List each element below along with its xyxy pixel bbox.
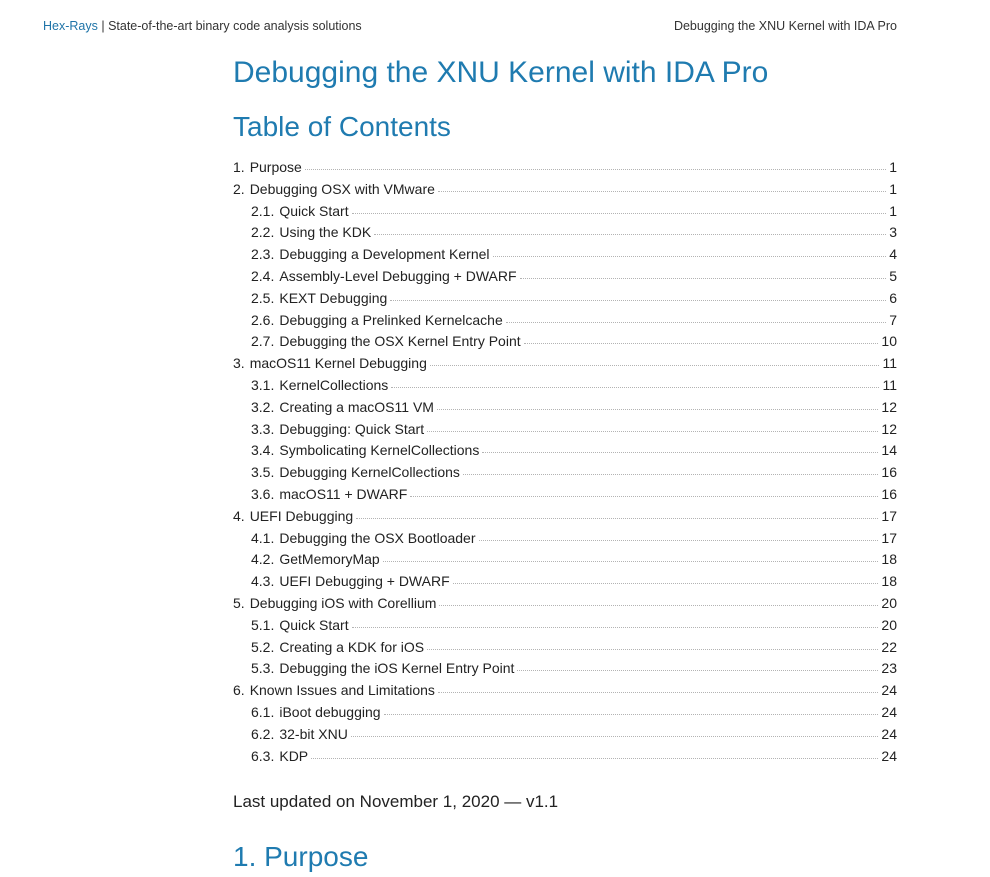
toc-entry-link[interactable]: Assembly-Level Debugging + DWARF — [279, 267, 517, 284]
toc-entry-link[interactable]: Quick Start — [279, 616, 349, 633]
toc-dot-leader — [305, 159, 886, 170]
toc-entry[interactable] — [233, 224, 897, 246]
toc-dot-leader — [351, 726, 879, 737]
toc-entry-number: 1. — [233, 159, 245, 175]
toc-entry-page: 1 — [889, 180, 897, 197]
toc-entry-link[interactable]: 32-bit XNU — [279, 725, 348, 742]
toc-entry[interactable] — [233, 464, 897, 486]
toc-entry[interactable] — [233, 508, 897, 530]
toc-entry[interactable] — [233, 442, 897, 464]
toc-entry-link[interactable]: Using the KDK — [279, 224, 372, 241]
toc-entry-page: 23 — [881, 660, 897, 677]
toc-entry-link[interactable]: UEFI Debugging — [249, 507, 354, 524]
toc-entry[interactable] — [233, 159, 897, 181]
toc-entry[interactable] — [233, 530, 897, 552]
toc-entry[interactable] — [233, 486, 897, 508]
toc-dot-leader — [384, 704, 879, 715]
toc-dot-leader — [479, 530, 879, 541]
toc-entry-page: 24 — [881, 725, 897, 742]
toc-entry[interactable] — [233, 268, 897, 290]
toc-entry-link[interactable]: macOS11 Kernel Debugging — [249, 355, 427, 372]
toc-entry-page: 12 — [881, 420, 897, 437]
toc-dot-leader — [427, 639, 878, 650]
toc-entry-number: 3.1. — [251, 376, 275, 393]
toc-entry-link[interactable]: Known Issues and Limitations — [249, 682, 435, 699]
toc-entry-number: 4.2. — [251, 551, 275, 568]
toc-entry-page: 11 — [882, 355, 897, 372]
toc-entry-link[interactable]: Debugging the iOS Kernel Entry Point — [279, 660, 515, 677]
toc-entry-page: 22 — [881, 638, 897, 655]
toc-entry-link[interactable]: KernelCollections — [279, 376, 389, 393]
toc-dot-leader — [453, 573, 879, 584]
toc-dot-leader — [438, 682, 879, 693]
toc-entry-link[interactable]: macOS11 + DWARF — [279, 485, 408, 502]
toc-entry[interactable] — [233, 595, 897, 617]
toc-entry-link[interactable]: Debugging OSX with VMware — [249, 180, 435, 197]
toc-entry-number: 4.3. — [251, 573, 275, 590]
toc-entry-link[interactable]: Purpose — [249, 159, 302, 175]
toc-entry-page: 16 — [881, 464, 897, 481]
toc-entry-page: 4 — [889, 246, 897, 263]
toc-entry-number: 2.4. — [251, 267, 275, 284]
toc-entry-page: 14 — [881, 442, 897, 459]
table-of-contents — [233, 159, 897, 769]
toc-entry[interactable] — [233, 551, 897, 573]
toc-entry-number: 6. — [233, 682, 245, 699]
toc-dot-leader — [430, 355, 880, 366]
toc-entry-link[interactable]: Symbolicating KernelCollections — [279, 442, 480, 459]
toc-dot-leader — [410, 486, 878, 497]
toc-dot-leader — [383, 551, 879, 562]
toc-entry-link[interactable]: Debugging iOS with Corellium — [249, 594, 437, 611]
section-heading: 1. Purpose — [233, 841, 369, 873]
toc-entry-page: 7 — [889, 311, 897, 328]
toc-entry-number: 2.7. — [251, 333, 275, 350]
toc-entry-number: 2.5. — [251, 289, 275, 306]
toc-dot-leader — [463, 464, 879, 475]
toc-entry-number: 5.1. — [251, 616, 275, 633]
toc-entry-number: 2.6. — [251, 311, 275, 328]
toc-dot-leader — [517, 660, 878, 671]
toc-dot-leader — [374, 224, 886, 235]
toc-entry-page: 1 — [889, 202, 897, 219]
toc-entry-page: 24 — [881, 747, 897, 764]
toc-entry-link[interactable]: iBoot debugging — [279, 703, 381, 720]
document-title: Debugging the XNU Kernel with IDA Pro — [233, 56, 769, 89]
toc-dot-leader — [352, 617, 879, 628]
toc-entry-page: 24 — [881, 682, 897, 699]
toc-entry-number: 2.1. — [251, 202, 275, 219]
toc-entry-number: 3.4. — [251, 442, 275, 459]
toc-entry-number: 6.2. — [251, 725, 275, 742]
toc-entry[interactable] — [233, 399, 897, 421]
toc-entry-number: 3.2. — [251, 398, 275, 415]
toc-entry-page: 16 — [881, 485, 897, 502]
toc-entry-number: 3.6. — [251, 485, 275, 502]
toc-entry-link[interactable]: KEXT Debugging — [279, 289, 388, 306]
toc-dot-leader — [438, 181, 886, 192]
toc-entry[interactable] — [233, 617, 897, 639]
toc-entry-number: 5.3. — [251, 660, 275, 677]
toc-entry-page: 3 — [889, 224, 897, 241]
toc-entry[interactable] — [233, 704, 897, 726]
toc-entry-page: 17 — [881, 507, 897, 524]
toc-entry-link[interactable]: UEFI Debugging + DWARF — [279, 573, 450, 590]
toc-entry[interactable] — [233, 573, 897, 595]
toc-dot-leader — [352, 203, 886, 214]
toc-dot-leader — [356, 508, 878, 519]
toc-entry-page: 18 — [881, 573, 897, 590]
toc-dot-leader — [439, 595, 878, 606]
toc-entry-page: 17 — [881, 529, 897, 546]
document-body — [233, 52, 897, 877]
toc-entry-number: 5.2. — [251, 638, 275, 655]
running-header — [43, 18, 897, 34]
toc-entry-page: 24 — [881, 703, 897, 720]
toc-entry-link[interactable]: Debugging: Quick Start — [279, 420, 425, 437]
toc-entry-link[interactable]: Creating a KDK for iOS — [279, 638, 425, 655]
toc-entry-page: 20 — [881, 616, 897, 633]
toc-entry-number: 2. — [233, 180, 245, 197]
toc-entry-link[interactable]: KDP — [279, 747, 309, 764]
header-doc-title: Debugging the XNU Kernel with IDA Pro — [673, 19, 897, 33]
toc-entry-page: 20 — [881, 594, 897, 611]
toc-entry-number: 5. — [233, 594, 245, 611]
toc-entry[interactable] — [233, 290, 897, 312]
toc-entry-number: 3.3. — [251, 420, 275, 437]
toc-entry-number: 4. — [233, 507, 245, 524]
toc-entry-page: 10 — [881, 333, 897, 350]
toc-entry-page: 18 — [881, 551, 897, 568]
toc-entry[interactable] — [233, 639, 897, 661]
toc-heading: Table of Contents — [233, 111, 451, 142]
toc-dot-leader — [311, 748, 878, 759]
toc-entry[interactable] — [233, 355, 897, 377]
toc-entry-page: 6 — [889, 289, 897, 306]
toc-entry[interactable] — [233, 246, 897, 268]
toc-entry[interactable] — [233, 748, 897, 770]
toc-entry[interactable] — [233, 421, 897, 443]
toc-entry-number: 2.2. — [251, 224, 275, 241]
toc-dot-leader — [437, 399, 878, 410]
toc-entry[interactable] — [233, 181, 897, 203]
toc-entry-link[interactable]: Debugging a Development Kernel — [279, 246, 490, 263]
toc-dot-leader — [524, 333, 879, 344]
last-updated: Last updated on November 1, 2020 — v1.1 — [233, 792, 559, 812]
toc-entry[interactable] — [233, 682, 897, 704]
toc-entry-link[interactable]: Quick Start — [279, 202, 349, 219]
toc-entry-link[interactable]: Debugging the OSX Bootloader — [279, 529, 476, 546]
toc-entry-link[interactable]: Debugging a Prelinked Kernelcache — [279, 311, 503, 328]
toc-entry[interactable] — [233, 660, 897, 682]
header-left — [43, 18, 362, 34]
toc-entry-page: 11 — [882, 376, 897, 393]
toc-entry-link[interactable]: Creating a macOS11 VM — [279, 398, 434, 415]
toc-entry-number: 4.1. — [251, 529, 275, 546]
toc-entry-number: 6.1. — [251, 703, 275, 720]
toc-dot-leader — [493, 246, 887, 257]
toc-dot-leader — [520, 268, 886, 279]
brand-link[interactable]: Hex-Rays — [43, 19, 98, 33]
toc-entry-number: 6.3. — [251, 747, 275, 764]
toc-entry[interactable] — [233, 726, 897, 748]
toc-entry-link[interactable]: Debugging KernelCollections — [279, 464, 460, 481]
toc-entry[interactable] — [233, 312, 897, 334]
toc-entry-link[interactable]: GetMemoryMap — [279, 551, 380, 568]
toc-entry-page: 5 — [889, 267, 897, 284]
toc-entry-page: 1 — [889, 159, 897, 175]
toc-entry-number: 2.3. — [251, 246, 275, 263]
toc-entry[interactable] — [233, 203, 897, 225]
toc-dot-leader — [391, 377, 879, 388]
toc-entry-number: 3.5. — [251, 464, 275, 481]
toc-dot-leader — [506, 312, 886, 323]
toc-entry[interactable] — [233, 333, 897, 355]
toc-entry[interactable] — [233, 377, 897, 399]
toc-entry-number: 3. — [233, 355, 245, 372]
toc-dot-leader — [482, 442, 878, 453]
header-tagline: | State-of-the-art binary code analysis solutions — [97, 19, 362, 33]
toc-entry-link[interactable]: Debugging the OSX Kernel Entry Point — [279, 333, 521, 350]
toc-dot-leader — [427, 421, 878, 432]
toc-entry-page: 12 — [881, 398, 897, 415]
toc-dot-leader — [390, 290, 886, 301]
